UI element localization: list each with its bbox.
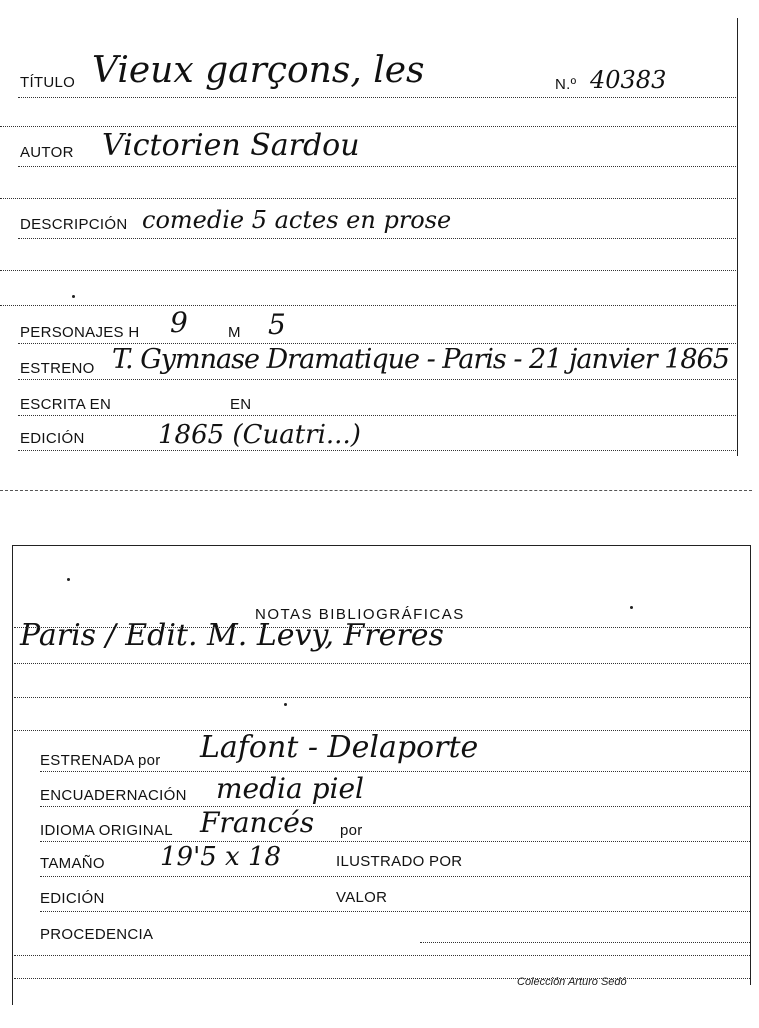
estreno-line	[18, 379, 736, 380]
encuadernacion-value: media piel	[216, 772, 364, 805]
notas-value: Paris / Edit. M. Levy, Freres	[20, 618, 444, 653]
valor-label: VALOR	[336, 889, 388, 906]
descripcion-value: comedie 5 actes en prose	[142, 206, 452, 234]
encuadernacion-line	[40, 806, 750, 807]
ink-dot	[67, 578, 70, 581]
titulo-line	[18, 97, 736, 98]
tamano-value: 19'5 x 18	[160, 842, 282, 872]
por-label: por	[340, 822, 363, 839]
tamano-label: TAMAÑO	[40, 855, 105, 872]
idioma-value: Francés	[200, 806, 315, 839]
edicion-b-label: EDICIÓN	[40, 890, 105, 907]
line-7	[0, 305, 736, 306]
numero-label: N.º	[555, 76, 577, 93]
escrita-label: ESCRITA EN	[20, 396, 112, 413]
procedencia-label: PROCEDENCIA	[40, 926, 154, 943]
estrenada-line	[40, 771, 750, 772]
autor-label: AUTOR	[20, 144, 74, 161]
escrita-line	[18, 415, 736, 416]
notas-label: NOTAS BIBLIOGRÁFICAS	[255, 606, 465, 623]
edicion-label: EDICIÓN	[20, 430, 85, 447]
estreno-value: T. Gymnase Dramatique - Paris - 21 janvier 1865	[112, 344, 729, 375]
bottom-card-top-edge	[12, 545, 750, 546]
personajes-m-value: 5	[268, 308, 286, 341]
line-6	[0, 270, 736, 271]
top-card-right-border	[737, 18, 738, 456]
line-4	[0, 198, 736, 199]
descripcion-label: DESCRIPCIÓN	[20, 216, 128, 233]
idioma-line	[40, 841, 750, 842]
autor-value: Victorien Sardou	[102, 128, 360, 163]
personajes-m-label: M	[228, 324, 241, 341]
edicion-b-line	[40, 911, 750, 912]
edicion-line	[18, 450, 736, 451]
encuadernacion-label: ENCUADERNACIÓN	[40, 787, 187, 804]
tamano-line	[40, 876, 750, 877]
estrenada-label: ESTRENADA por	[40, 752, 161, 769]
notas-line-2	[14, 663, 750, 664]
procedencia-line	[420, 942, 750, 943]
notas-line-1	[14, 627, 750, 628]
ilustrado-label: ILUSTRADO POR	[336, 853, 463, 870]
top-card-bottom-edge	[0, 490, 752, 491]
estreno-label: ESTRENO	[20, 360, 95, 377]
idioma-label: IDIOMA ORIGINAL	[40, 822, 173, 839]
ink-dot	[630, 606, 633, 609]
personajes-h-value: 9	[170, 306, 188, 339]
bottom-line-2	[14, 978, 750, 979]
coleccion-label: Colección Arturo Sedó	[517, 976, 627, 988]
personajes-label: PERSONAJES H	[20, 324, 140, 341]
notas-line-3	[14, 697, 750, 698]
titulo-value: Vieux garçons, les	[92, 50, 425, 91]
descripcion-line	[18, 238, 736, 239]
autor-line	[18, 166, 736, 167]
estrenada-value: Lafont - Delaporte	[200, 730, 479, 765]
en-label: EN	[230, 396, 252, 413]
bottom-card-right-border	[750, 545, 751, 985]
ink-dot	[284, 703, 287, 706]
titulo-label: TÍTULO	[20, 74, 76, 91]
bottom-line-1	[14, 955, 750, 956]
ink-dot	[72, 295, 75, 298]
numero-value: 40383	[590, 66, 667, 94]
bottom-card-left-border	[12, 545, 13, 1005]
line-2	[0, 126, 736, 127]
edicion-value: 1865 (Cuatri...)	[158, 420, 361, 450]
